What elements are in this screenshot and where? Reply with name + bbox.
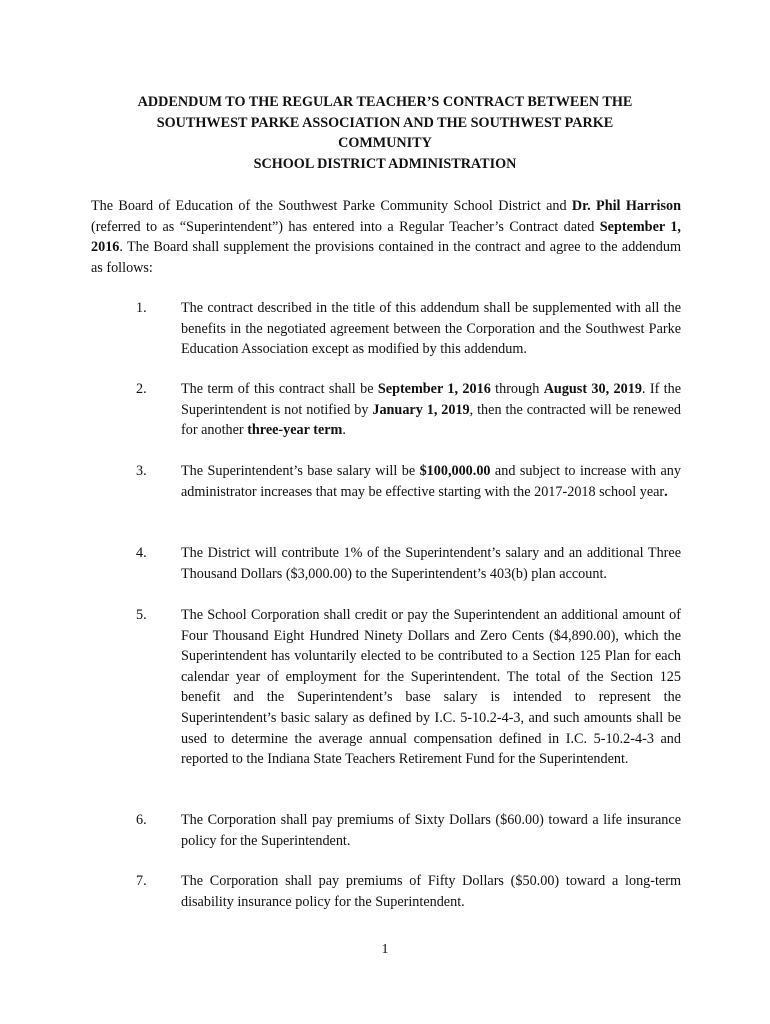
page-number: 1 [381,942,389,957]
item-2-text-5: . [342,422,346,439]
superintendent-name: Dr. Phil Harrison [571,198,681,214]
title-line-3: COMMUNITY [338,135,432,151]
item-3-text-1: The Superintendent’s base salary will be [181,463,420,479]
item-text: The District will contribute 1% of the Superintendent’s salary and an additional Three Thousand Dollars ($3,000.00) to the Superintendent’s 403(b) plan account. [181,545,681,582]
item-2-text-3: . If the Superintendent is not notified by [181,381,681,418]
item-text: The School Corporation shall credit or pay the Superintendent an additional amount of Four Thousand Eight Hundred Ninety Dollars and Zero Cents ($4,890.00), which the Superintendent has voluntarily elected to be contributed to a Section 125 Plan for each calendar year of employment for the Superintendent. The total of the Section 125 benefit and the Superintendent’s base salary is intended to represent the Superintendent’s basic salary as defined by I.C. 5-10.2-4-3, and such amounts shall be used to determine the average annual compensation defined in I.C. 5-10.2-4-3 and reported to the Indiana State Teachers Retirement Fund for the Superintendent. [181,607,681,768]
item-number: 5. [136,607,147,623]
title-line-1: ADDENDUM TO THE REGULAR TEACHER’S CONTRACT BETWEEN THE [137,94,633,110]
intro-paragraph [91,196,681,278]
item-text [181,461,681,502]
item-3-period: . [664,483,668,500]
title-line-4: SCHOOL DISTRICT ADMINISTRATION [253,155,517,172]
item-text: The Corporation shall pay premiums of Fifty Dollars ($50.00) toward a long-term disability insurance policy for the Superintendent. [181,873,681,910]
term-start-date: September 1, 2016 [377,381,491,397]
item-2-text-1: The term of this contract shall be [181,381,378,397]
item-text: The contract described in the title of this addendum shall be supplemented with all the benefits in the negotiated agreement between the Corporation and the Southwest Parke Education Association except as modified by this addendum. [181,300,681,358]
item-text: The Corporation shall pay premiums of Sixty Dollars ($60.00) toward a life insurance policy for the Superintendent. [181,812,681,849]
notification-date: January 1, 2019 [372,401,470,418]
base-salary: $100,000.00 [419,463,491,479]
item-number: 6. [136,812,147,828]
item-number: 2. [136,381,147,397]
item-number: 4. [136,545,147,561]
document-title [90,92,680,174]
term-end-date: August 30, 2019 [543,381,642,397]
title-line-2: SOUTHWEST PARKE ASSOCIATION AND THE SOUTHWEST PARKE [156,114,614,131]
item-number: 1. [136,300,147,316]
contract-date: September 1, 2016 [91,218,681,256]
item-number: 3. [136,463,147,479]
item-2-text-4: , then the contracted will be renewed for another [181,401,682,439]
item-2-text-2: through [490,381,544,397]
item-number: 7. [136,873,147,889]
intro-text-1: The Board of Education of the Southwest Parke Community School District and [91,198,572,214]
item-3-text-2: and subject to increase with any administrator increases that may be effective starting with the 2017-2018 school year [181,463,681,500]
renewal-term: three-year term [247,422,343,439]
intro-text-3: . The Board shall supplement the provisions contained in the contract and agree to the addendum as follows: [91,239,681,276]
intro-text-2: (referred to as “Superintendent”) has entered into a Regular Teacher’s Contract dated [91,218,600,235]
item-text [181,379,681,441]
